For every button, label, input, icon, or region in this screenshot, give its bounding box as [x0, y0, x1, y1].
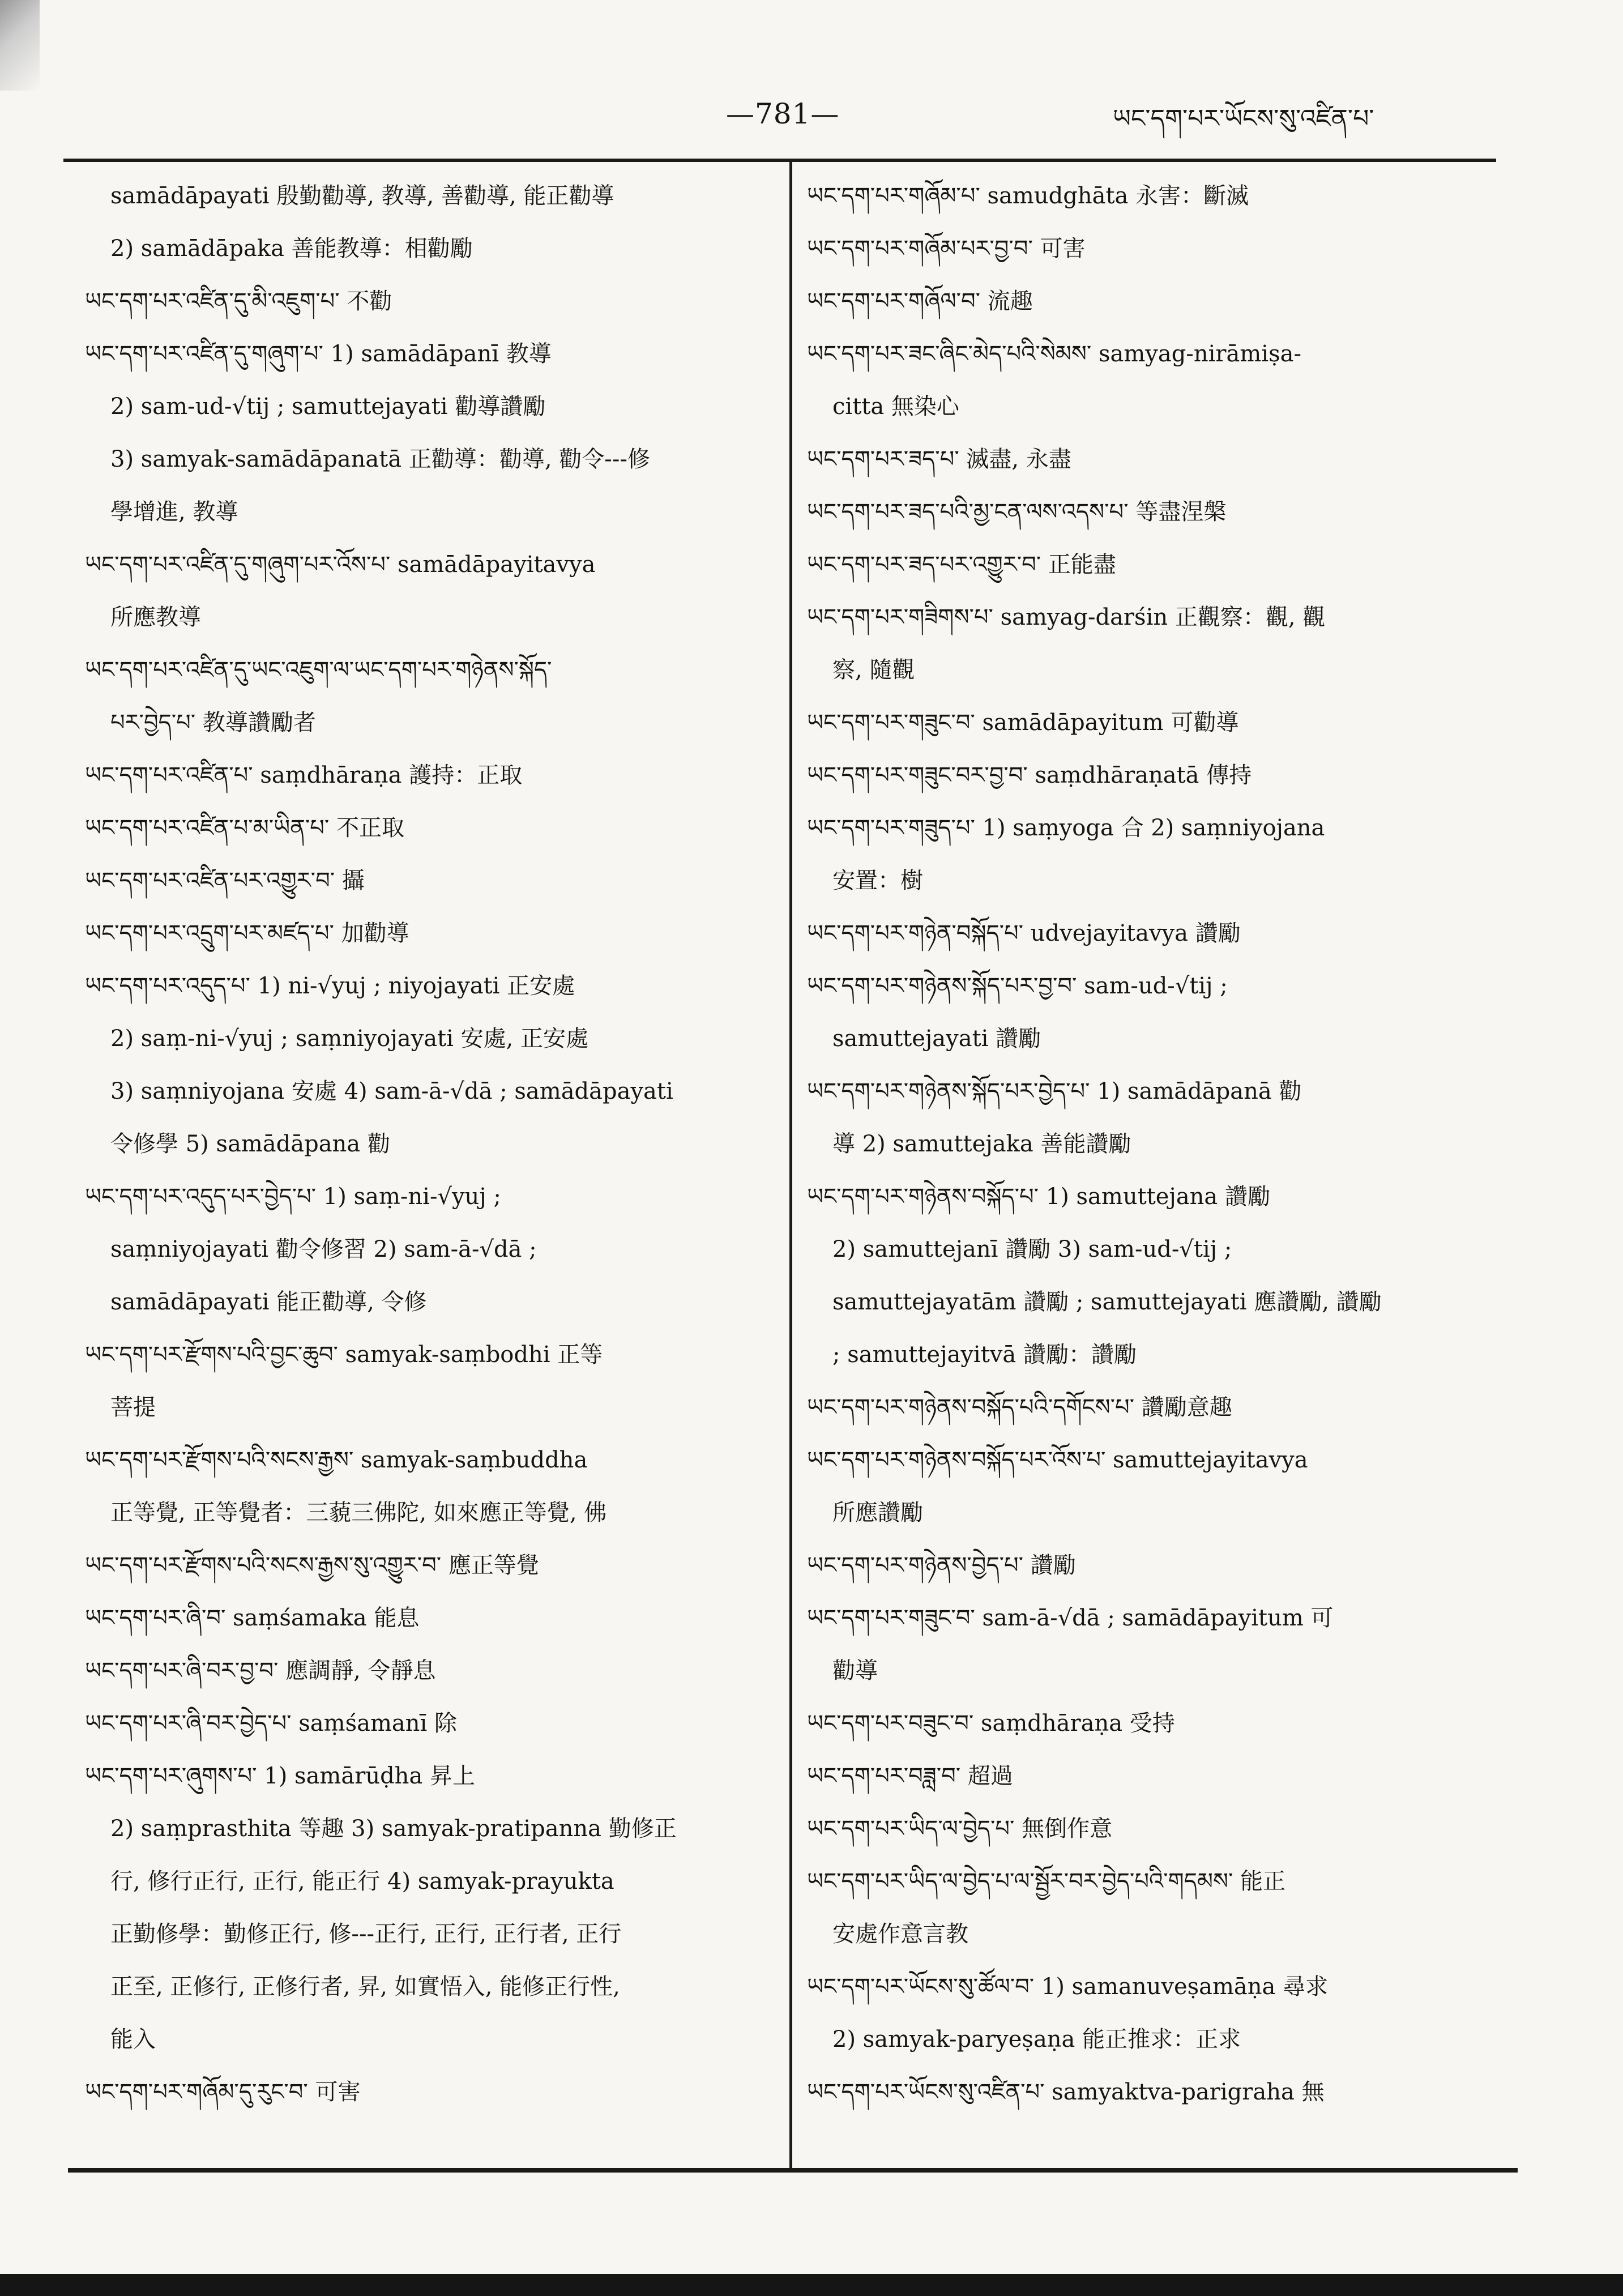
entry-continuation-line: 安置：樹	[832, 868, 923, 894]
scan-bottom-edge	[0, 2274, 1623, 2296]
running-head: ཡང་དག་པར་ཡོངས་སུ་འཛིན་པ་	[1113, 104, 1374, 133]
entry-headword-line: ཡང་དག་པར་གཉེན་བསྐོད་པ་ udvejayitavya 讚勵	[807, 920, 1241, 946]
entry-continuation-line: 能入	[110, 2026, 156, 2052]
entry-continuation-line: 菩提	[110, 1394, 156, 1420]
entry-headword-line: ཡང་དག་པར་གཉེནས་བྱེད་པ་ 讚勵	[807, 1552, 1076, 1578]
entry-headword-line: ཡང་དག་པར་རྫོགས་པའི་བྱང་ཆུབ་ samyak-saṃbodhi 正等	[85, 1342, 603, 1368]
entry-continuation-line: samādāpayati 殷勤勸導, 教導, 善勸導, 能正勸導	[110, 183, 614, 209]
entry-continuation-line: 正等覺, 正等覺者：三藐三佛陀, 如來應正等覺, 佛	[110, 1500, 607, 1526]
entry-continuation-line: 行, 修行正行, 正行, 能正行 4) samyak-prayukta	[110, 1868, 614, 1894]
entry-headword-line: ཡང་དག་པར་འཛིན་དུ་གཞུག་པ་ 1) samādāpanī 教導	[85, 341, 552, 367]
entry-headword-line: ཡང་དག་པར་འཛིན་པར་འགྱུར་བ་ 攝	[85, 868, 365, 894]
entry-headword-line: ཡང་དག་པར་གཟུང་བ་ samādāpayitum 可勸導	[807, 710, 1239, 736]
entry-continuation-line: samādāpayati 能正勸導, 令修	[110, 1289, 427, 1315]
entry-headword-line: ཡང་དག་པར་ཡོངས་སུ་འཛིན་པ་ samyaktva-parigraha 無	[807, 2079, 1325, 2105]
entry-headword-line: ཡང་དག་པར་བཟུང་བ་ saṃdhāraṇa 受持	[807, 1710, 1175, 1736]
entry-headword-line: ཡང་དག་པར་ཡོངས་སུ་ཚོལ་བ་ 1) samanuveṣamāṇa 尋求	[807, 1974, 1329, 2000]
entry-headword-line: ཡང་དག་པར་གཉེནས་བསྐོད་པ་ 1) samuttejana 讚勵	[807, 1184, 1270, 1210]
scan-corner-artifact	[0, 0, 40, 91]
entry-headword-line: ཡང་དག་པར་གཉེནས་སྐོད་པར་བྱ་བ་ sam-ud-√tij ;	[807, 973, 1228, 999]
entry-continuation-line: 2) samuttejanī 讚勵 3) sam-ud-√tij ;	[832, 1236, 1232, 1262]
entry-headword-line: ཡང་དག་པར་ཡིད་ལ་བྱེད་པ་ 無倒作意	[807, 1816, 1113, 1842]
entry-headword-line: ཡང་དག་པར་འཛིན་དུ་མི་འཇུག་པ་ 不勸	[85, 288, 392, 314]
entry-headword-line: ཡང་དག་པར་ཞི་བ་ saṃśamaka 能息	[85, 1605, 420, 1631]
entry-headword-line: ཡང་དག་པར་གཉེནས་བསྐོད་པའི་དགོངས་པ་ 讚勵意趣	[807, 1394, 1232, 1420]
entry-headword-line: ཡང་དག་པར་ཞི་བར་བྱེད་པ་ saṃśamanī 除	[85, 1710, 458, 1736]
entry-continuation-line: 學增進, 教導	[110, 499, 238, 525]
entry-headword-line: ཡང་དག་པར་ཟད་པ་ 滅盡, 永盡	[807, 446, 1071, 472]
entry-continuation-line: 察, 隨觀	[832, 657, 915, 683]
entry-continuation-line: 2) samyak-paryeṣaṇa 能正推求：正求	[832, 2026, 1241, 2052]
column-divider	[789, 160, 792, 2170]
page-number: —781—	[726, 97, 840, 130]
entry-headword-line: ཡང་དག་པར་གཞོམ་པར་བྱ་བ་ 可害	[807, 236, 1086, 262]
entry-continuation-line: 安處作意言教	[832, 1921, 968, 1947]
entry-continuation-line: 3) samyak-samādāpanatā 正勸導：勸導, 勸令---修	[110, 446, 650, 472]
entry-continuation-line: citta 無染心	[832, 394, 959, 420]
entry-continuation-line: saṃniyojayati 勸令修習 2) sam-ā-√dā ;	[110, 1236, 537, 1262]
entry-continuation-line: 2) samādāpaka 善能教導：相勸勵	[110, 236, 473, 262]
entry-headword-line: ཡང་དག་པར་ཟད་པའི་མྱ་ངན་ལས་འདས་པ་ 等盡涅槃	[807, 499, 1227, 525]
entry-headword-line: ཡང་དག་པར་གཟུང་བ་ sam-ā-√dā ; samādāpayitum 可	[807, 1605, 1334, 1631]
entry-continuation-line: 正至, 正修行, 正修行者, 昇, 如實悟入, 能修正行性,	[110, 1974, 620, 2000]
entry-continuation-line: 2) sam-ud-√tij ; samuttejayati 勸導讚勵	[110, 394, 546, 420]
entry-headword-line: ཡང་དག་པར་འཛིན་དུ་གཞུག་པར་འོས་པ་ samādāpayitavya	[85, 552, 596, 578]
entry-continuation-line: 2) saṃ-ni-√yuj ; saṃniyojayati 安處, 正安處	[110, 1026, 589, 1052]
right-column	[807, 170, 1504, 2119]
entry-headword-line: ཡང་དག་པར་གཟིགས་པ་ samyag-darśin 正觀察：觀, 觀	[807, 604, 1326, 630]
entry-continuation-line: 所應讚勵	[832, 1500, 923, 1526]
entry-headword-line: ཡང་དག་པར་གཟུད་པ་ 1) saṃyoga 合 2) saṃniyojana	[807, 815, 1325, 841]
entry-continuation-line: པར་བྱེད་པ་ 教導讚勵者	[110, 710, 316, 736]
entry-headword-line: ཡང་དག་པར་འཛིན་པ་མ་ཡིན་པ་ 不正取	[85, 815, 404, 841]
entry-headword-line: ཡང་དག་པར་ཞུགས་པ་ 1) samārūḍha 昇上	[85, 1763, 476, 1789]
entry-continuation-line: samuttejayati 讚勵	[832, 1026, 1041, 1052]
entry-headword-line: ཡང་དག་པར་ཞི་བར་བྱ་བ་ 應調靜, 令靜息	[85, 1658, 436, 1684]
entry-headword-line: ཡང་དག་པར་ཟང་ཞིང་མེད་པའི་སེམས་ samyag-nirāmiṣa-	[807, 341, 1301, 367]
entry-headword-line: ཡང་དག་པར་གཞོམ་པ་ samudghāta 永害：斷滅	[807, 183, 1249, 209]
entry-headword-line: ཡང་དག་པར་རྫོགས་པའི་སངས་རྒྱས་ samyak-saṃbuddha	[85, 1447, 588, 1473]
entry-continuation-line: 3) saṃniyojana 安處 4) sam-ā-√dā ; samādāpayati	[110, 1078, 673, 1104]
entry-headword-line: ཡང་དག་པར་འཛིན་པ་ saṃdhāraṇa 護持：正取	[85, 762, 523, 788]
entry-continuation-line: ; samuttejayitvā 讚勵：讚勵	[832, 1342, 1137, 1368]
entry-headword-line: ཡང་དག་པར་གཉེནས་སྐོད་པར་བྱེད་པ་ 1) samādāpanā 勸	[807, 1078, 1302, 1104]
entry-headword-line: ཡང་དག་པར་གཞོམ་དུ་རུང་བ་ 可害	[85, 2079, 361, 2105]
entry-headword-line: ཡང་དག་པར་གཉེནས་བསྐོད་པར་འོས་པ་ samuttejayitavya	[807, 1447, 1308, 1473]
entry-continuation-line: 所應教導	[110, 604, 201, 630]
entry-headword-line: ཡང་དག་པར་ཟད་པར་འགྱུར་བ་ 正能盡	[807, 552, 1116, 578]
entry-continuation-line: 令修學 5) samādāpana 勸	[110, 1131, 390, 1157]
left-column	[85, 170, 764, 2119]
entry-headword-line: ཡང་དག་པར་འདུད་པ་ 1) ni-√yuj ; niyojayati 正安處	[85, 973, 575, 999]
entry-continuation-line: 導 2) samuttejaka 善能讚勵	[832, 1131, 1131, 1157]
entry-continuation-line: 勸導	[832, 1658, 878, 1684]
entry-continuation-line: 正勤修學：勤修正行, 修---正行, 正行, 正行者, 正行	[110, 1921, 622, 1947]
entry-continuation-line: 2) saṃprasthita 等趣 3) samyak-pratipanna 勤修正	[110, 1816, 677, 1842]
entry-headword-line: ཡང་དག་པར་འདུད་པར་བྱེད་པ་ 1) saṃ-ni-√yuj ;	[85, 1184, 501, 1210]
entry-headword-line: ཡང་དག་པར་འཛིན་དུ་ཡང་འཇུག་ལ་ཡང་དག་པར་གཉེནས་སྐོད་	[85, 657, 552, 683]
entry-headword-line: ཡང་དག་པར་འདྲུག་པར་མཛད་པ་ 加勸導	[85, 920, 409, 946]
entry-headword-line: ཡང་དག་པར་གཞོལ་བ་ 流趣	[807, 288, 1033, 314]
top-rule	[63, 159, 1496, 162]
entry-headword-line: ཡང་དག་པར་ཡིད་ལ་བྱེད་པ་ལ་སྦྱོར་བར་བྱེད་པའི་གདམས་ 能正	[807, 1868, 1286, 1894]
entry-headword-line: ཡང་དག་པར་བཟླ་བ་ 超過	[807, 1763, 1013, 1789]
entry-headword-line: ཡང་དག་པར་གཟུང་བར་བྱ་བ་ saṃdhāraṇatā 傳持	[807, 762, 1252, 788]
bottom-rule	[68, 2168, 1518, 2173]
entry-headword-line: ཡང་དག་པར་རྫོགས་པའི་སངས་རྒྱས་སུ་འགྱུར་བ་ 應正等覺	[85, 1552, 539, 1578]
entry-continuation-line: samuttejayatām 讚勵 ; samuttejayati 應讚勵, 讚勵	[832, 1289, 1382, 1315]
